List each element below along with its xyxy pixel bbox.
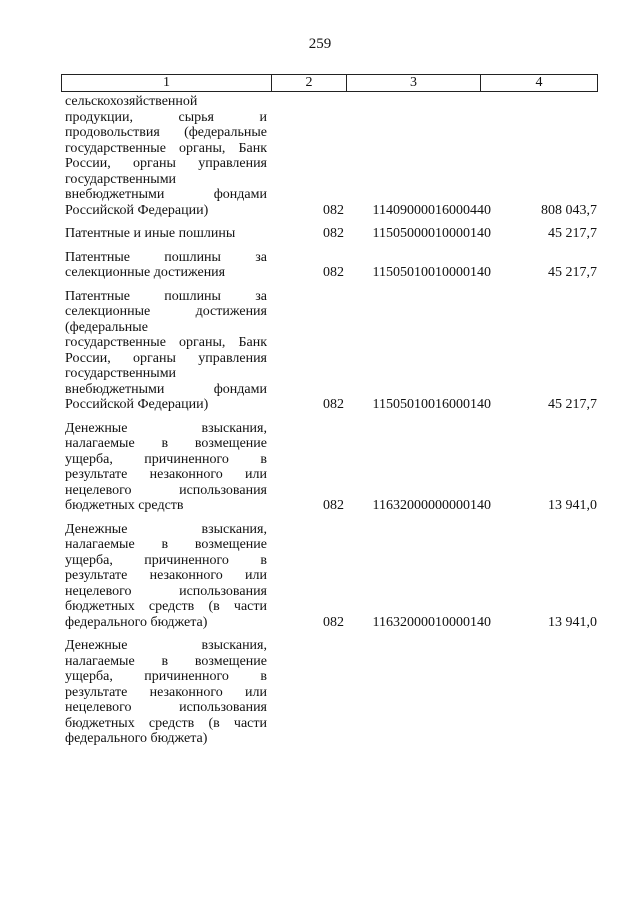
description-line: России, органы управления — [65, 350, 267, 366]
header-col-2: 2 — [272, 75, 347, 91]
description-line: государственные органы, Банк — [65, 140, 267, 156]
description-line: сельскохозяйственной — [65, 94, 198, 109]
description-line: результате незаконного или — [65, 684, 267, 700]
row-amount: 808 043,7 — [541, 202, 597, 218]
row-kbk: 11632000000000140 — [372, 498, 491, 513]
description-line: (федеральные — [65, 319, 148, 335]
table-row — [65, 522, 600, 631]
description-line: Патентные и иные пошлины — [65, 226, 236, 241]
description-line: государственными — [65, 171, 177, 187]
table-row — [65, 250, 600, 281]
description-line: Патентные пошлины за — [65, 288, 267, 304]
row-amount: 13 941,0 — [548, 614, 597, 630]
page-number: 259 — [308, 36, 332, 52]
row-description — [65, 94, 267, 218]
description-line: продукции, сырья и — [65, 109, 267, 125]
description-line: Денежные взыскания, — [65, 521, 267, 537]
description-line: федерального бюджета) — [65, 731, 208, 746]
description-line: Российской Федерации) — [65, 202, 209, 218]
description-line: налагаемые в возмещение — [65, 653, 267, 669]
table-row — [65, 94, 600, 218]
description-line: России, органы управления — [65, 156, 267, 171]
description-line: бюджетных средств (в части — [65, 715, 267, 731]
table-header — [61, 74, 598, 92]
description-line: нецелевого использования — [65, 482, 267, 498]
description-line: налагаемые в возмещение — [65, 436, 267, 451]
description-line: федерального бюджета) — [65, 614, 208, 630]
row-kbk: 11505010016000140 — [372, 397, 491, 412]
header-col-4: 4 — [535, 75, 543, 90]
description-line: Патентные пошлины за — [65, 249, 267, 265]
row-kbk: 11505010010000140 — [372, 265, 491, 280]
table-row — [65, 421, 600, 514]
table-row — [65, 638, 600, 747]
description-line: продовольствия (федеральные — [65, 125, 267, 140]
row-description — [65, 289, 267, 413]
row-kbk: 11409000016000440 — [372, 202, 491, 218]
description-line: бюджетных средств — [65, 498, 184, 513]
row-code: 082 — [323, 498, 344, 513]
row-description — [65, 522, 267, 631]
description-line: селекционные достижения — [65, 265, 226, 280]
row-amount: 45 217,7 — [548, 226, 597, 241]
description-line: Российской Федерации) — [65, 397, 209, 412]
table-row — [65, 226, 600, 242]
row-code: 082 — [323, 226, 344, 241]
description-line: внебюджетными фондами — [65, 187, 267, 202]
description-line: государственные органы, Банк — [65, 335, 267, 350]
table-body — [65, 94, 600, 747]
row-description — [65, 421, 267, 514]
row-description — [65, 250, 267, 281]
row-amount: 13 941,0 — [548, 498, 597, 513]
row-description — [65, 226, 267, 242]
description-line: нецелевого использования — [65, 583, 267, 599]
row-kbk: 11505000010000140 — [372, 226, 491, 241]
description-line: результате незаконного или — [65, 467, 267, 482]
description-line: внебюджетными фондами — [65, 381, 267, 397]
description-line: ущерба, причиненного в — [65, 669, 267, 684]
row-code: 082 — [323, 397, 344, 412]
description-line: бюджетных средств (в части — [65, 599, 267, 614]
description-line: Денежные взыскания, — [65, 638, 267, 653]
description-line: селекционные достижения — [65, 304, 267, 319]
description-line: ущерба, причиненного в — [65, 552, 267, 568]
row-description — [65, 638, 267, 747]
description-line: государственными — [65, 366, 177, 381]
description-line: ущерба, причиненного в — [65, 451, 267, 467]
row-code: 082 — [323, 202, 344, 218]
header-col-3: 3 — [347, 75, 481, 91]
header-col-1: 1 — [62, 75, 272, 91]
description-line: нецелевого использования — [65, 700, 267, 715]
row-code: 082 — [323, 614, 344, 630]
row-code: 082 — [323, 265, 344, 280]
row-amount: 45 217,7 — [548, 397, 597, 412]
description-line: налагаемые в возмещение — [65, 537, 267, 552]
description-line: Денежные взыскания, — [65, 420, 267, 436]
table-row — [65, 289, 600, 413]
row-amount: 45 217,7 — [548, 265, 597, 280]
description-line: результате незаконного или — [65, 568, 267, 583]
row-kbk: 11632000010000140 — [372, 614, 491, 630]
